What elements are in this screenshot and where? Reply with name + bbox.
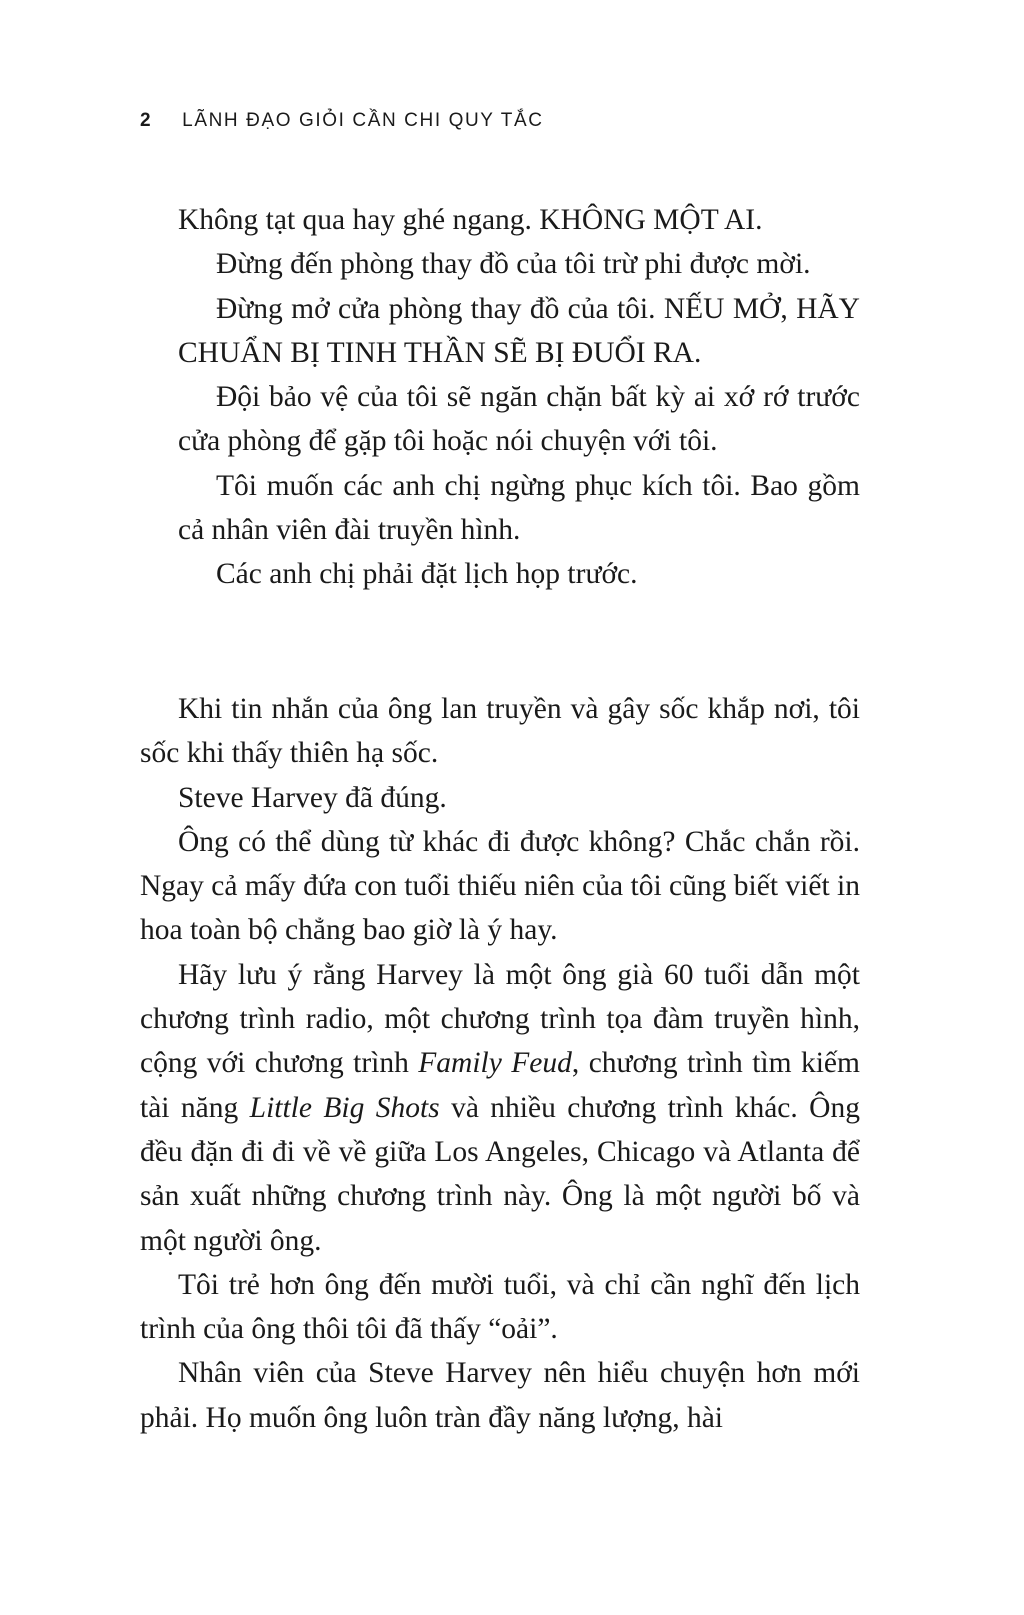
quoted-letter <box>140 198 860 597</box>
page-number: 2 <box>140 110 153 131</box>
letter-line: Đội bảo vệ của tôi sẽ ngăn chặn bất kỳ ai xớ rớ trước cửa phòng để gặp tôi hoặc nói chuyện với tôi. <box>178 381 860 458</box>
paragraph: Tôi trẻ hơn ông đến mười tuổi, và chỉ cần nghĩ đến lịch trình của ông thôi tôi đã thấy “oải”. <box>140 1268 860 1346</box>
paragraph <box>140 953 860 1263</box>
letter-line: Tôi muốn các anh chị ngừng phục kích tôi. Bao gồm cả nhân viên đài truyền hình. <box>178 469 860 547</box>
paragraph: Nhân viên của Steve Harvey nên hiểu chuyện hơn mới phải. Họ muốn ông luôn tràn đầy năng lượng, hài <box>140 1357 860 1434</box>
letter-line: Không tạt qua hay ghé ngang. KHÔNG MỘT AI. <box>178 204 763 236</box>
paragraph: Khi tin nhắn của ông lan truyền và gây sốc khắp nơi, tôi sốc khi thấy thiên hạ sốc. <box>140 693 860 770</box>
paragraph-text: , chương trình tìm kiếm tài năng <box>140 1047 860 1124</box>
letter-line: Các anh chị phải đặt lịch họp trước. <box>216 558 638 591</box>
show-title-family-feud: Family Feud <box>418 1047 572 1080</box>
running-header <box>140 106 544 136</box>
paragraph: Ông có thể dùng từ khác đi được không? Chắc chắn rồi. Ngay cả mấy đứa con tuổi thiếu niên của tôi cũng biết viết in hoa toàn bộ chẳng bao giờ là ý hay. <box>140 825 860 947</box>
running-title: LÃNH ĐẠO GIỎI CẦN CHI QUY TẮC <box>182 110 544 131</box>
paragraph-text: và nhiều chương trình khác. Ông đều đặn đi đi về về giữa Los Angeles, Chicago và Atlanta để sản xuất những chương trình này. Ông là một người bố và một người ông. <box>140 1091 860 1257</box>
show-title-little-big-shots: Little Big Shots <box>249 1091 440 1124</box>
letter-line: Đừng mở cửa phòng thay đồ của tôi. NẾU MỞ, HÃY CHUẨN BỊ TINH THẦN SẼ BỊ ĐUỔI RA. <box>178 292 860 369</box>
paragraph-text: Hãy lưu ý rằng Harvey là một ông già 60 tuổi dẫn một chương trình radio, một chương trình tọa đàm truyền hình, cộng với chương trình <box>140 958 860 1080</box>
narrative-text <box>140 687 860 1440</box>
paragraph: Steve Harvey đã đúng. <box>178 781 447 814</box>
letter-line: Đừng đến phòng thay đồ của tôi trừ phi được mời. <box>216 248 811 281</box>
